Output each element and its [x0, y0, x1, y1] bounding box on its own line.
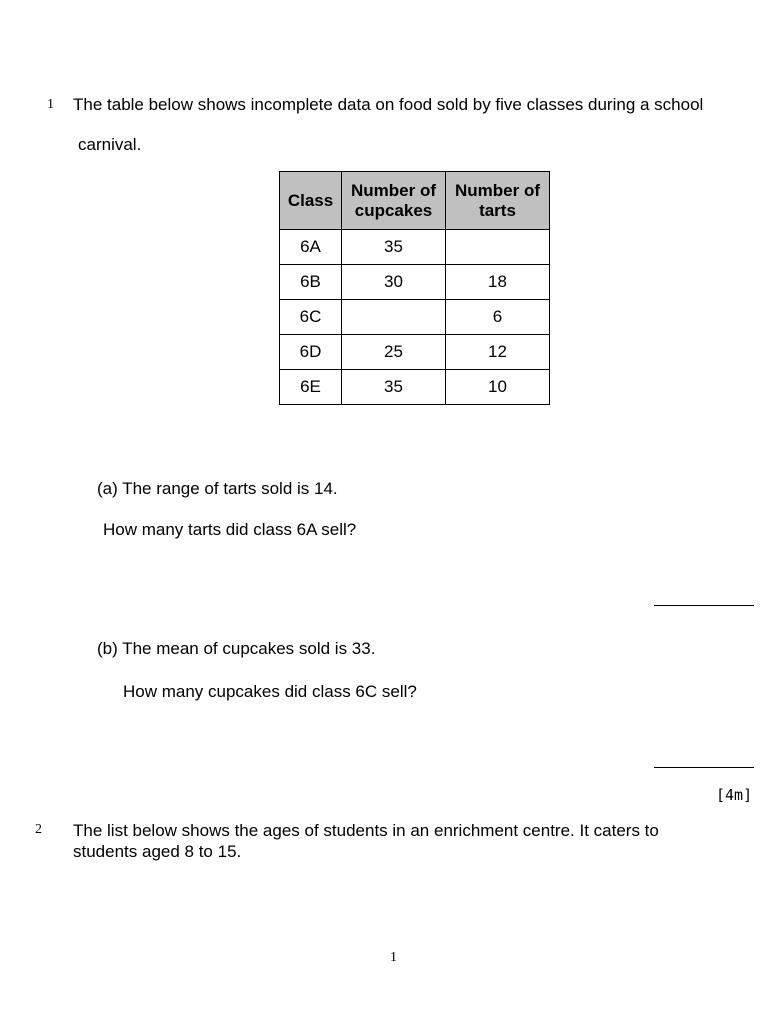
- table-cell: [342, 300, 446, 335]
- header-cupcakes: Number of cupcakes: [342, 172, 446, 230]
- table-row: [280, 370, 550, 405]
- table-row: [280, 335, 550, 370]
- page-number: 1: [390, 950, 397, 965]
- table-cell: 6D: [280, 335, 342, 370]
- question-line2: students aged 8 to 15.: [73, 842, 242, 861]
- question-number: 1: [47, 97, 54, 112]
- marks-label: [4m]: [716, 786, 753, 804]
- part-a-statement: (a) The range of tarts sold is 14.: [97, 479, 338, 498]
- question-intro-line1: The table below shows incomplete data on food sold by five classes during a school: [73, 95, 704, 114]
- table-cell: 30: [342, 265, 446, 300]
- question-number: 2: [35, 822, 42, 837]
- table-cell: 10: [446, 370, 550, 405]
- table-row: [280, 265, 550, 300]
- table-cell: 12: [446, 335, 550, 370]
- part-a-question: How many tarts did class 6A sell?: [103, 520, 357, 539]
- table-cell: 18: [446, 265, 550, 300]
- table-cell: [446, 230, 550, 265]
- table-cell: 6: [446, 300, 550, 335]
- table-cell: 6B: [280, 265, 342, 300]
- table-cell: 6A: [280, 230, 342, 265]
- table-cell: 25: [342, 335, 446, 370]
- table-cell: 35: [342, 230, 446, 265]
- table-row: [280, 230, 550, 265]
- table-row: [280, 300, 550, 335]
- question-intro-line2: carnival.: [78, 135, 142, 154]
- part-b-question: How many cupcakes did class 6C sell?: [123, 682, 417, 701]
- table-cell: 35: [342, 370, 446, 405]
- question-line1: The list below shows the ages of students in an enrichment centre. It caters to: [73, 821, 659, 840]
- part-a-answer-line[interactable]: [654, 605, 754, 606]
- part-b-statement: (b) The mean of cupcakes sold is 33.: [97, 639, 376, 658]
- table-cell: 6E: [280, 370, 342, 405]
- part-b-answer-line[interactable]: [654, 767, 754, 768]
- header-class: Class: [280, 172, 342, 230]
- table-cell: 6C: [280, 300, 342, 335]
- food-sold-table: [279, 171, 550, 405]
- table-header-row: [280, 172, 550, 230]
- header-tarts: Number of tarts: [446, 172, 550, 230]
